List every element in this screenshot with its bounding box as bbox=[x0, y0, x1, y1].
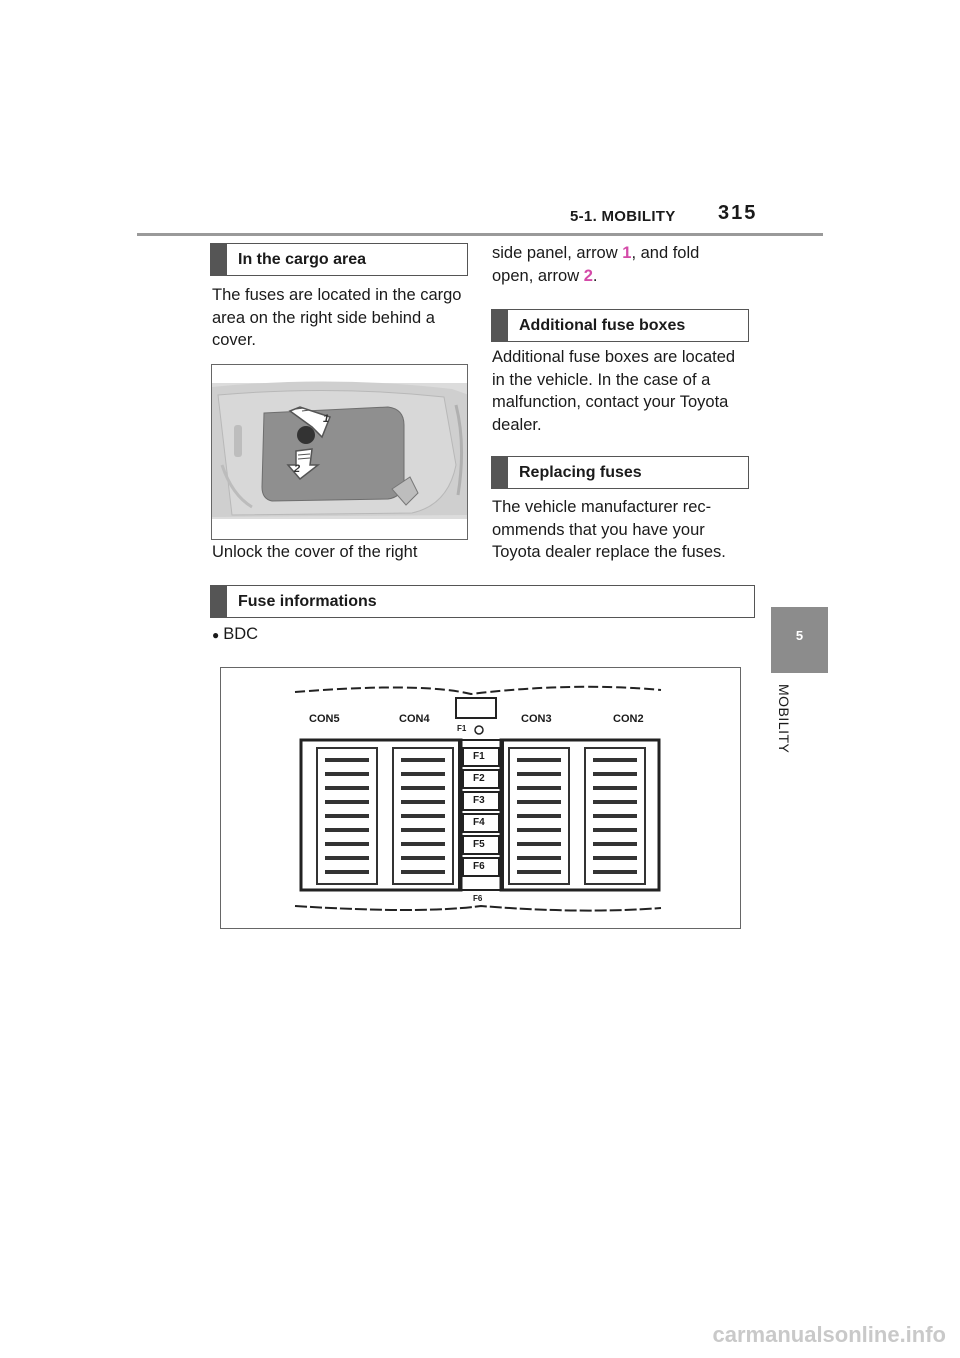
fuse-label-f3: F3 bbox=[473, 795, 485, 806]
header-rule bbox=[137, 233, 823, 236]
cargo-paragraph: The fuses are located in the cargo area on the right side behind a cover. bbox=[212, 286, 462, 349]
cargo-arrow-label-1: 1 bbox=[323, 413, 330, 425]
fuse-bottom-label: F6 bbox=[473, 894, 483, 903]
section-title: 5-1. MOBILITY bbox=[570, 208, 676, 225]
chapter-tab-label: MOBILITY bbox=[776, 684, 792, 754]
fuse-top-label: F1 bbox=[457, 724, 467, 733]
cargo-arrow-label-2: 2 bbox=[294, 463, 301, 475]
chapter-tab-number: 5 bbox=[795, 628, 804, 643]
fuse-label-f5: F5 bbox=[473, 839, 485, 850]
fuse-box-figure bbox=[220, 667, 741, 929]
heading-additional-text: Additional fuse boxes bbox=[519, 316, 686, 334]
cargo-cover-figure bbox=[211, 364, 468, 540]
connector-label-con4: CON4 bbox=[399, 713, 430, 725]
cargo-instruction-continued bbox=[492, 242, 742, 287]
cargo-instruction: Unlock the cover of the right bbox=[212, 543, 418, 561]
continued-text-3: . bbox=[592, 266, 598, 285]
page-number: 315 bbox=[718, 202, 758, 224]
heading-fuse-informations-text: Fuse informations bbox=[238, 592, 377, 610]
fuse-label-f1: F1 bbox=[473, 751, 485, 762]
heading-marker bbox=[211, 244, 227, 275]
heading-cargo-area-text: In the cargo area bbox=[238, 250, 367, 268]
fuse-label-f6: F6 bbox=[473, 861, 485, 872]
heading-marker bbox=[211, 586, 227, 617]
heading-replacing-text: Replacing fuses bbox=[519, 463, 642, 481]
heading-replacing-fuses bbox=[491, 456, 749, 489]
cargo-cover-illustration bbox=[212, 365, 468, 540]
heading-marker bbox=[492, 457, 508, 488]
bullet-item-bdc bbox=[212, 625, 258, 644]
continued-text-2: , and fold open, arrow bbox=[492, 244, 700, 285]
connector-label-con2: CON2 bbox=[613, 713, 644, 725]
replacing-paragraph: The vehicle manufacturer rec-ommends that you have your Toyota dealer replace the fuses. bbox=[492, 498, 726, 561]
heading-cargo-area bbox=[210, 243, 468, 276]
heading-marker bbox=[492, 310, 508, 341]
watermark: carmanualsonline.info bbox=[712, 1322, 946, 1347]
continued-text-1: side panel, arrow bbox=[492, 244, 623, 262]
bullet-text: BDC bbox=[223, 625, 259, 643]
fuse-label-f4: F4 bbox=[473, 817, 485, 828]
additional-paragraph: Additional fuse boxes are located in the vehicle. In the case of a malfunction, contact your Toyota dealer. bbox=[492, 348, 736, 434]
bullet-dot-icon: ● bbox=[212, 628, 220, 642]
arrow-ref-1: 1 bbox=[622, 244, 632, 262]
fuse-label-f2: F2 bbox=[473, 773, 485, 784]
connector-label-con5: CON5 bbox=[309, 713, 340, 725]
arrow-ref-2: 2 bbox=[583, 266, 593, 285]
heading-additional-fuse-boxes bbox=[491, 309, 749, 342]
heading-fuse-informations bbox=[210, 585, 755, 618]
connector-label-con3: CON3 bbox=[521, 713, 552, 725]
